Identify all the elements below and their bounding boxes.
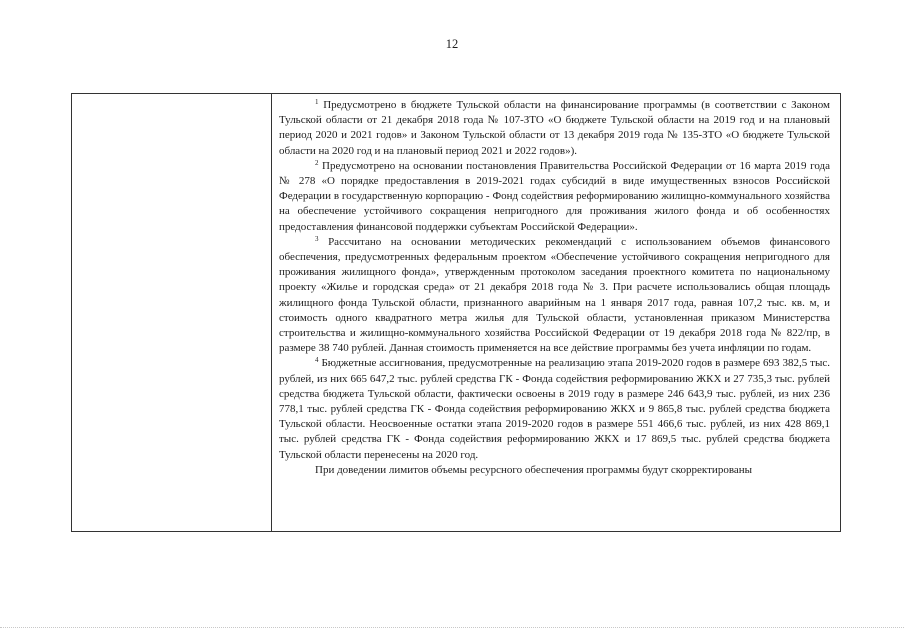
- footnote-marker: 2: [315, 158, 319, 167]
- footnote-marker: 3: [315, 234, 319, 243]
- footnote-text: Предусмотрено в бюджете Тульской области на финансирование программы (в соответствии с Законом Тульской области от 21 декабря 2018 года № 107-ЗТО «О бюджете Тульской области на 2019 год и на плановый период 2020 и 2021 годов» и Законом Тульской области от 13 декабря 2019 года № 135-ЗТО «О бюджете Тульской области на 2020 год и на плановый период 2021 и 2022 годов»).: [279, 99, 830, 157]
- scan-edge-marks: [0, 627, 904, 632]
- page-number: 12: [445, 37, 459, 51]
- closing-note: При доведении лимитов объемы ресурсного обеспечения программы будут скорректированы: [315, 463, 753, 476]
- footnote-4: [279, 356, 830, 462]
- footnote-text: Бюджетные ассигнования, предусмотренные на реализацию этапа 2019-2020 годов в размере 693 382,5 тыс. рублей, из них 665 647,2 тыс. рублей средства ГК - Фонда содействия реформированию ЖКХ и 27 735,3 тыс. рублей средства бюджета Тульской области, фактически освоены в 2019 году в размере 246 643,9 тыс. рублей, из них 236 778,1 тыс. рублей средства ГК - Фонда содействия реформированию ЖКХ и 9 865,8 тыс. рублей средства бюджета Тульской области. Неосвоенные остатки этапа 2019-2020 годов в размере 551 466,6 тыс. рублей, из них 428 869,1 тыс. рублей средства ГК - Фонда содействия реформированию ЖКХ и 17 869,5 тыс. рублей средства бюджета Тульской области перенесены на 2020 год.: [279, 357, 831, 461]
- footnote-3: [279, 235, 830, 357]
- footnote-marker: 1: [315, 98, 319, 106]
- footnote-2: [279, 159, 830, 235]
- footnote-marker: 4: [315, 356, 319, 365]
- footnote-1: [279, 98, 830, 159]
- table-left-cell: [72, 94, 272, 531]
- table-notes-cell: [272, 94, 840, 531]
- notes-table: [71, 93, 841, 532]
- footnote-text: Рассчитано на основании методических рекомендаций с использованием объемов финансового обеспечения, предусмотренных федеральным проектом «Обеспечение устойчивого сокращения непригодного для проживания жилищного фонда», утвержденным протоколом заседания проектного комитета по национальному проекту «Жилье и городская среда» от 21 декабря 2018 года № 3. При расчете использовались общая площадь жилищного фонда Тульской области, признанного аварийным на 1 января 2017 года, равная 107,2 тыс. кв. м, и стоимость одного квадратного метра жилья для Тульской области, установленная приказом Министерства строительства и жилищно-коммунального хозяйства Российской Федерации от 19 декабря 2018 года № 822/пр, в размере 38 740 рублей. Данная стоимость применяется на все действие программы без учета инфляции по годам.: [279, 235, 831, 355]
- footnote-text: Предусмотрено на основании постановления Правительства Российской Федерации от 16 марта 2019 года № 278 «О порядке предоставления в 2019-2021 годах субсидий в виде имущественных взносов Российской Федерации в государственную корпорацию - Фонд содействия реформированию жилищно-коммунального хозяйства на обеспечение устойчивого сокращения непригодного для проживания жилого фонда и об особенностях предоставления финансовой поддержки субъектам Российской Федерации».: [279, 159, 830, 233]
